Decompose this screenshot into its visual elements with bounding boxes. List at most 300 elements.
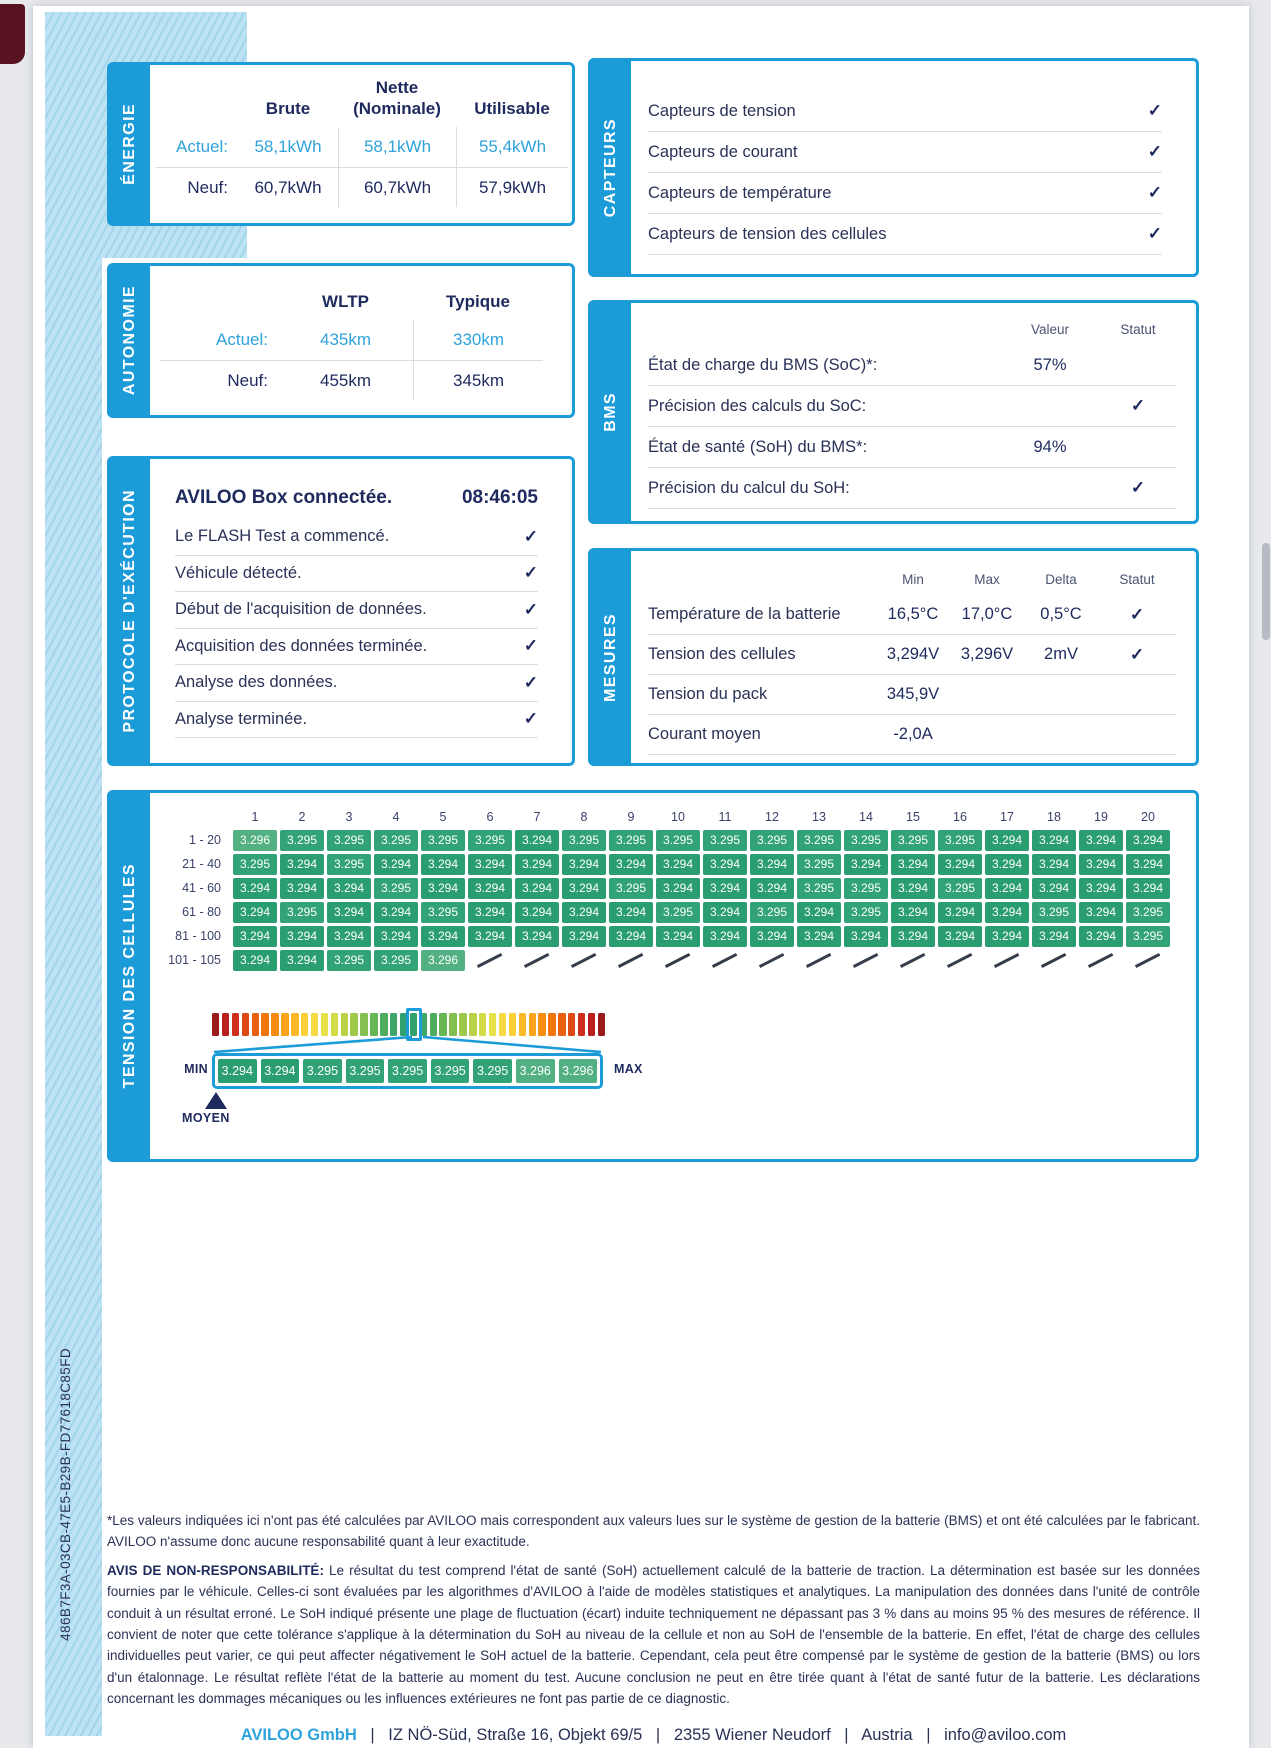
- cell-voltage: 3.296: [559, 1059, 598, 1083]
- cell-voltage: 3.295: [844, 878, 888, 899]
- column-header: 10: [671, 810, 685, 824]
- column-header: WLTP: [322, 291, 369, 311]
- row-label: Neuf:: [160, 360, 278, 400]
- column-header: 9: [627, 810, 635, 824]
- checklist-row: [175, 702, 538, 739]
- status-cell: ✓: [1129, 604, 1145, 624]
- gradient-segment: [489, 1013, 496, 1036]
- check-icon: ✓: [523, 709, 538, 729]
- cell-voltage: 3.294: [891, 902, 935, 923]
- cell-voltage: 3.294: [844, 926, 888, 947]
- cell-voltage: 3.295: [468, 830, 512, 851]
- row-label: 21 - 40: [182, 857, 221, 871]
- cell-voltage: 3.294: [703, 854, 747, 875]
- corner-decoration: [0, 4, 25, 64]
- company-name: AVILOO GmbH: [240, 1726, 357, 1744]
- value-cell: 0,5°C: [1040, 605, 1082, 623]
- contact-email: info@aviloo.com: [944, 1726, 1067, 1744]
- cell-voltage: 3.295: [421, 902, 465, 923]
- cell-voltage: 3.294: [421, 926, 465, 947]
- check-icon: ✓: [1147, 101, 1162, 120]
- cell-voltage: 3.295: [891, 830, 935, 851]
- cell-voltage: 3.294: [609, 854, 653, 875]
- cell-voltage: 3.295: [1032, 902, 1076, 923]
- value-cell: 3,296V: [960, 645, 1014, 663]
- cell-voltage: 3.295: [1126, 926, 1170, 947]
- autonomie-content: [150, 266, 572, 415]
- cell-voltage: 3.295: [703, 830, 747, 851]
- column-header: 19: [1094, 810, 1108, 824]
- cell-voltage: 3.294: [1032, 926, 1076, 947]
- checklist-row: [648, 214, 1162, 255]
- value-cell: 16,5°C: [887, 605, 939, 623]
- separator: |: [655, 1726, 661, 1744]
- footnote-text: *Les valeurs indiquées ici n'ont pas été calculées par AVILOO mais correspondent aux valeurs lues sur le système de gestion de la batterie (BMS) et ont été calculées par le fabricant. AVILOO n'assume donc aucune responsabilité quant à leur exactitude.: [107, 1513, 1200, 1550]
- cell-voltage: 3.294: [1032, 878, 1076, 899]
- section-label: AUTONOMIE: [121, 285, 138, 396]
- cell-voltage: 3.295: [797, 854, 841, 875]
- value-cell: 3,294V: [886, 645, 940, 663]
- cell-voltage: 3.294: [891, 926, 935, 947]
- cell-voltage: 3.294: [280, 878, 324, 899]
- checklist-row: [648, 132, 1162, 173]
- cell-voltage: 3.294: [750, 926, 794, 947]
- cell-voltage: 3.294: [327, 878, 371, 899]
- row-label: 61 - 80: [182, 905, 221, 919]
- cell-voltage: 3.294: [515, 902, 559, 923]
- section-bms: [588, 300, 1199, 524]
- gradient-segment: [350, 1013, 357, 1036]
- section-capteurs: [588, 58, 1199, 277]
- protocole-title: AVILOO Box connectée.: [175, 487, 393, 508]
- checklist-row: [648, 91, 1162, 132]
- section-mesures: [588, 548, 1199, 766]
- status-cell: ✓: [1130, 396, 1146, 415]
- check-icon: ✓: [523, 599, 538, 619]
- gradient-segment: [519, 1013, 526, 1036]
- disclaimer-title: AVIS DE NON-RESPONSABILITÉ:: [107, 1563, 324, 1578]
- value-cell: 2mV: [1044, 645, 1078, 663]
- gradient-segment: [370, 1013, 377, 1036]
- section-autonomie: [107, 263, 575, 418]
- cell-voltage: 3.294: [891, 878, 935, 899]
- cell-voltage: 3.294: [515, 854, 559, 875]
- cell-voltage: 3.294: [515, 830, 559, 851]
- cell-voltage: 3.294: [1079, 854, 1123, 875]
- cell-voltage: 3.294: [938, 854, 982, 875]
- cell-voltage: 3.294: [797, 926, 841, 947]
- cell-voltage: 3.295: [750, 902, 794, 923]
- item-label: Acquisition des données terminée.: [175, 636, 428, 655]
- cell-voltage: 3.294: [280, 926, 324, 947]
- cell-voltage: 3.294: [280, 854, 324, 875]
- gradient-segment: [588, 1013, 595, 1036]
- gradient-segment: [430, 1013, 437, 1036]
- item-label: Capteurs de tension des cellules: [648, 224, 887, 243]
- cell-empty: [468, 950, 512, 971]
- column-header: 7: [533, 810, 541, 824]
- cell-voltage: 3.295: [797, 830, 841, 851]
- cell-voltage: 3.294: [1079, 878, 1123, 899]
- checklist-row: [175, 519, 538, 556]
- column-header: 2: [298, 810, 306, 824]
- value-cell: 60,7kWh: [238, 167, 338, 207]
- row-label: Actuel:: [176, 137, 228, 156]
- value-cell: 94%: [1033, 437, 1067, 456]
- cell-voltage: 3.295: [844, 830, 888, 851]
- row-label: 101 - 105: [168, 953, 221, 967]
- section-label: MESURES: [602, 612, 619, 702]
- column-header: Utilisable: [474, 98, 550, 118]
- gradient-segment: [321, 1013, 328, 1036]
- gradient-segment: [291, 1013, 298, 1036]
- gradient-segment: [232, 1013, 239, 1036]
- column-header: 18: [1047, 810, 1061, 824]
- value-cell: 455km: [278, 360, 413, 400]
- column-header: 6: [486, 810, 494, 824]
- gradient-segment: [499, 1013, 506, 1036]
- cell-empty: [703, 950, 747, 971]
- cell-empty: [562, 950, 606, 971]
- cell-voltage: 3.294: [1079, 830, 1123, 851]
- section-label-bar: [591, 551, 631, 763]
- value-cell: 58,1kWh: [338, 127, 456, 167]
- cell-voltage: 3.295: [327, 854, 371, 875]
- cell-voltage: 3.294: [1079, 902, 1123, 923]
- cell-voltage: 3.294: [891, 854, 935, 875]
- cell-voltage: 3.294: [280, 950, 324, 971]
- cell-voltage: 3.295: [280, 830, 324, 851]
- cell-voltage: 3.294: [844, 854, 888, 875]
- value-cell: 57%: [1033, 355, 1067, 374]
- section-label: BMS: [602, 392, 619, 432]
- gradient-segment: [469, 1013, 476, 1036]
- cell-voltage: 3.294: [562, 878, 606, 899]
- cell-empty: [891, 950, 935, 971]
- cell-voltage: 3.294: [374, 854, 418, 875]
- disclaimer-paragraph: [107, 1560, 1200, 1709]
- item-label: Le FLASH Test a commencé.: [175, 527, 390, 546]
- column-header: 12: [765, 810, 779, 824]
- check-icon: ✓: [523, 526, 538, 546]
- gradient-segment: [252, 1013, 259, 1036]
- check-icon: ✓: [523, 672, 538, 692]
- item-label: Analyse des données.: [175, 673, 338, 692]
- value-cell: 55,4kWh: [456, 127, 568, 167]
- cell-voltage: 3.294: [750, 878, 794, 899]
- separator: |: [370, 1726, 375, 1744]
- cell-voltage: 3.295: [938, 878, 982, 899]
- cell-voltage: 3.295: [303, 1059, 342, 1083]
- protocole-content: [150, 459, 572, 763]
- column-header: 8: [580, 810, 588, 824]
- cell-voltage: 3.295: [797, 878, 841, 899]
- gradient-segment: [341, 1013, 348, 1036]
- status-cell: ✓: [1129, 644, 1145, 664]
- value-cell: 330km: [413, 320, 543, 360]
- value-cell: 345km: [413, 360, 543, 400]
- cell-voltage: 3.294: [656, 854, 700, 875]
- gradient-segment: [529, 1013, 536, 1036]
- section-label-bar: [110, 65, 150, 223]
- gradient-segment: [558, 1013, 565, 1036]
- cell-voltage: 3.294: [233, 878, 277, 899]
- cell-voltage: 3.294: [985, 878, 1029, 899]
- cell-voltage: 3.295: [750, 830, 794, 851]
- cell-voltage: 3.295: [1126, 902, 1170, 923]
- column-header: Nette (Nominale): [353, 77, 441, 118]
- gradient-segment: [311, 1013, 318, 1036]
- corner-spacer: [156, 83, 238, 127]
- section-label: ÉNERGIE: [121, 103, 138, 185]
- cell-voltage: 3.294: [703, 878, 747, 899]
- gradient-segment: [301, 1013, 308, 1036]
- cell-empty: [985, 950, 1029, 971]
- cell-voltage: 3.294: [1032, 830, 1076, 851]
- cell-voltage: 3.294: [233, 902, 277, 923]
- cell-voltage: 3.294: [1126, 830, 1170, 851]
- cell-empty: [1126, 950, 1170, 971]
- separator: |: [926, 1726, 931, 1744]
- gradient-segment: [212, 1013, 219, 1036]
- value-cell: 60,7kWh: [338, 167, 456, 207]
- cell-voltage: 3.296: [516, 1059, 555, 1083]
- value-cell: 435km: [319, 330, 372, 349]
- column-header: 1: [251, 810, 259, 824]
- capteurs-content: [631, 61, 1196, 274]
- section-label: CAPTEURS: [602, 117, 619, 218]
- cell-voltage: 3.294: [985, 830, 1029, 851]
- cell-voltage: 3.294: [515, 926, 559, 947]
- cell-voltage: 3.294: [468, 854, 512, 875]
- mesure-row: [648, 635, 1176, 675]
- cell-voltage: 3.295: [844, 902, 888, 923]
- mesures-header-min: Min: [902, 571, 924, 587]
- cell-voltage: 3.294: [515, 878, 559, 899]
- corner-spacer: [162, 805, 230, 827]
- cell-voltage: 3.294: [1126, 854, 1170, 875]
- scrollbar-thumb[interactable]: [1262, 543, 1270, 640]
- bms-row: [648, 386, 1176, 427]
- moyen-arrow-icon: [205, 1092, 227, 1109]
- column-header: 17: [1000, 810, 1014, 824]
- bms-header-statut: Statut: [1120, 321, 1156, 337]
- cell-voltage: 3.294: [1126, 878, 1170, 899]
- section-label: TENSION DES CELLULES: [121, 863, 138, 1089]
- gradient-segment: [459, 1013, 466, 1036]
- tension-content: [150, 793, 1236, 1125]
- section-label-bar: [110, 459, 150, 763]
- cell-voltage: 3.294: [985, 902, 1029, 923]
- item-label: Début de l'acquisition de données.: [175, 600, 427, 619]
- cell-empty: [844, 950, 888, 971]
- gradient-segment: [222, 1013, 229, 1036]
- gradient-segment: [598, 1013, 605, 1036]
- mesures-header-row: [648, 563, 1176, 595]
- gradient-segment: [281, 1013, 288, 1036]
- cell-voltage: 3.294: [562, 854, 606, 875]
- item-label: Capteurs de tension: [648, 101, 796, 120]
- value-cell: 57,9kWh: [456, 167, 568, 207]
- corner-spacer: [160, 290, 278, 320]
- status-cell: ✓: [1130, 478, 1146, 497]
- check-icon: ✓: [1147, 183, 1162, 202]
- row-label: 1 - 20: [189, 833, 221, 847]
- cell-empty: [515, 950, 559, 971]
- value-cell: 58,1kWh: [254, 137, 322, 156]
- cell-empty: [656, 950, 700, 971]
- cell-voltage: 3.294: [233, 926, 277, 947]
- autonomie-table: [150, 266, 572, 400]
- gradient-segment: [261, 1013, 268, 1036]
- section-energie: [107, 62, 575, 226]
- gradient-segment: [331, 1013, 338, 1036]
- column-header: 11: [718, 810, 732, 824]
- section-label-bar: [110, 266, 150, 415]
- section-label-bar: [591, 61, 631, 274]
- mesure-row: [648, 715, 1176, 755]
- report-id-vertical: 486B7F3A-03CB-47E5-B29B-FD77618C85FD: [58, 1348, 73, 1641]
- item-label: Véhicule détecté.: [175, 563, 302, 582]
- cell-voltage: 3.295: [374, 830, 418, 851]
- cell-voltage: 3.294: [703, 902, 747, 923]
- cell-voltage: 3.294: [374, 926, 418, 947]
- cell-voltage: 3.295: [280, 902, 324, 923]
- bms-header-valeur: Valeur: [1030, 321, 1070, 337]
- cell-voltage: 3.294: [233, 950, 277, 971]
- row-label: Neuf:: [156, 167, 238, 207]
- row-label: 41 - 60: [182, 881, 221, 895]
- checklist-row: [648, 173, 1162, 214]
- mesures-content: [631, 551, 1196, 763]
- value-cell: 17,0°C: [961, 605, 1013, 623]
- check-icon: ✓: [1147, 142, 1162, 161]
- cell-voltage: 3.295: [327, 830, 371, 851]
- cell-voltage: 3.294: [468, 926, 512, 947]
- cell-voltage: 3.294: [985, 854, 1029, 875]
- protocole-time: 08:46:05: [461, 487, 538, 508]
- column-header: 14: [859, 810, 873, 824]
- left-decorative-strip: [45, 12, 102, 1736]
- cell-voltage: 3.295: [473, 1059, 512, 1083]
- cell-voltage: 3.295: [327, 950, 371, 971]
- cell-voltage: 3.294: [261, 1059, 300, 1083]
- cell-voltage: 3.295: [346, 1059, 385, 1083]
- row-label: Tension des cellules: [648, 645, 796, 663]
- footer-address: [107, 1726, 1200, 1745]
- cell-empty: [1032, 950, 1076, 971]
- item-label: Analyse terminée.: [175, 709, 308, 728]
- cell-voltage: 3.295: [374, 950, 418, 971]
- row-label: Température de la batterie: [648, 605, 841, 623]
- cell-voltage: 3.295: [421, 830, 465, 851]
- section-label-bar: [110, 793, 150, 1159]
- callout-lines: [212, 1036, 603, 1053]
- cell-voltage: 3.294: [938, 902, 982, 923]
- cell-voltage: 3.294: [327, 926, 371, 947]
- cell-voltage: 3.294: [374, 902, 418, 923]
- cell-voltage: 3.294: [609, 902, 653, 923]
- section-label: PROTOCOLE D'EXÉCUTION: [121, 489, 138, 733]
- cell-voltage: 3.295: [388, 1059, 427, 1083]
- gradient-segment: [439, 1013, 446, 1036]
- cell-voltage: 3.296: [233, 830, 277, 851]
- cell-voltage: 3.294: [562, 926, 606, 947]
- cell-voltage: 3.294: [421, 854, 465, 875]
- gradient-segment: [449, 1013, 456, 1036]
- cell-voltage: 3.294: [656, 878, 700, 899]
- min-label: MIN: [184, 1062, 208, 1076]
- section-label-bar: [591, 303, 631, 521]
- gradient-segment: [578, 1013, 585, 1036]
- cell-voltage: 3.295: [233, 854, 277, 875]
- cell-voltage: 3.294: [1079, 926, 1123, 947]
- checklist-row: [175, 556, 538, 593]
- cell-voltage: 3.294: [985, 926, 1029, 947]
- cell-voltage: 3.294: [656, 926, 700, 947]
- column-header: Typique: [446, 291, 510, 311]
- cell-voltage: 3.294: [468, 902, 512, 923]
- cell-voltage: 3.295: [609, 878, 653, 899]
- cell-voltage: 3.294: [468, 878, 512, 899]
- gradient-segment: [390, 1013, 397, 1036]
- row-label: 81 - 100: [175, 929, 221, 943]
- section-protocole: [107, 456, 575, 766]
- voltage-zoom-callout: [212, 1053, 603, 1089]
- checklist-row: [175, 665, 538, 702]
- address-street: IZ NÖ-Süd, Straße 16, Objekt 69/5: [388, 1726, 643, 1744]
- value-cell: 345,9V: [886, 685, 940, 703]
- column-header: 5: [439, 810, 447, 824]
- row-label: Précision du calcul du SoH:: [648, 478, 850, 497]
- row-label: Actuel:: [216, 330, 268, 349]
- energie-content: [150, 65, 572, 223]
- cell-voltage-table: [150, 793, 1236, 971]
- max-label: MAX: [614, 1062, 643, 1076]
- capteurs-checklist: [648, 91, 1162, 255]
- row-label: État de charge du BMS (SoC)*:: [648, 355, 878, 374]
- gradient-segment: [568, 1013, 575, 1036]
- mesures-header-max: Max: [974, 571, 1000, 587]
- mesures-header-delta: Delta: [1045, 571, 1077, 587]
- row-label: Tension du pack: [648, 685, 768, 703]
- value-cell: -2,0A: [893, 725, 933, 743]
- cell-voltage: 3.296: [421, 950, 465, 971]
- cell-empty: [609, 950, 653, 971]
- gradient-segment: [509, 1013, 516, 1036]
- cell-empty: [1079, 950, 1123, 971]
- column-header: 3: [345, 810, 353, 824]
- bms-row: [648, 468, 1176, 509]
- cell-voltage: 3.294: [938, 926, 982, 947]
- protocole-title-row: [175, 477, 538, 519]
- check-icon: ✓: [1147, 224, 1162, 243]
- cell-voltage: 3.294: [327, 902, 371, 923]
- gradient-segment: [538, 1013, 545, 1036]
- checklist-row: [175, 629, 538, 666]
- cell-voltage: 3.294: [562, 902, 606, 923]
- cell-voltage: 3.295: [656, 902, 700, 923]
- checklist-row: [175, 592, 538, 629]
- energie-table: [150, 65, 572, 207]
- cell-voltage: 3.295: [374, 878, 418, 899]
- protocole-checklist: [175, 519, 538, 738]
- cell-voltage: 3.294: [421, 878, 465, 899]
- cell-voltage: 3.295: [656, 830, 700, 851]
- cell-voltage: 3.294: [797, 902, 841, 923]
- cell-voltage: 3.294: [1032, 854, 1076, 875]
- disclaimer-body: Le résultat du test comprend l'état de santé (SoH) actuellement calculé de la batterie de traction. La détermination est basée sur les données fournies par le véhicule. Celles-ci sont évaluées par les algorithmes d'AVILOO à l'aide de modèles statistiques et analytiques. La manipulation des données dans l'unité de contrôle conduit à un résultat erroné. Le SoH indiqué présente une plage de fluctuation (écart) induite techniquement ne dépassant pas 3 % dans au moins 95 % des mesures de référence. Il convient de noter que cette tolérance s'applique à la détermination du SoH au niveau de la cellule et non au SoH de l'ensemble de la batterie. En effet, l'état de charge des cellules individuelles peut varier, ce qui peut affecter négativement le SoH actuel de la batterie. Cependant, cela peut être compensé par le système de gestion de la batterie (BMS) ou lors d'un étalonnage. Le résultat reflète l'état de la batterie au moment du test. Aucune conclusion ne peut en être tirée quant à l'état de santé futur de la batterie. Les déclarations concernant les dommages mécaniques ou les influences extérieures ne font pas partie de ce diagnostic.: [107, 1563, 1200, 1706]
